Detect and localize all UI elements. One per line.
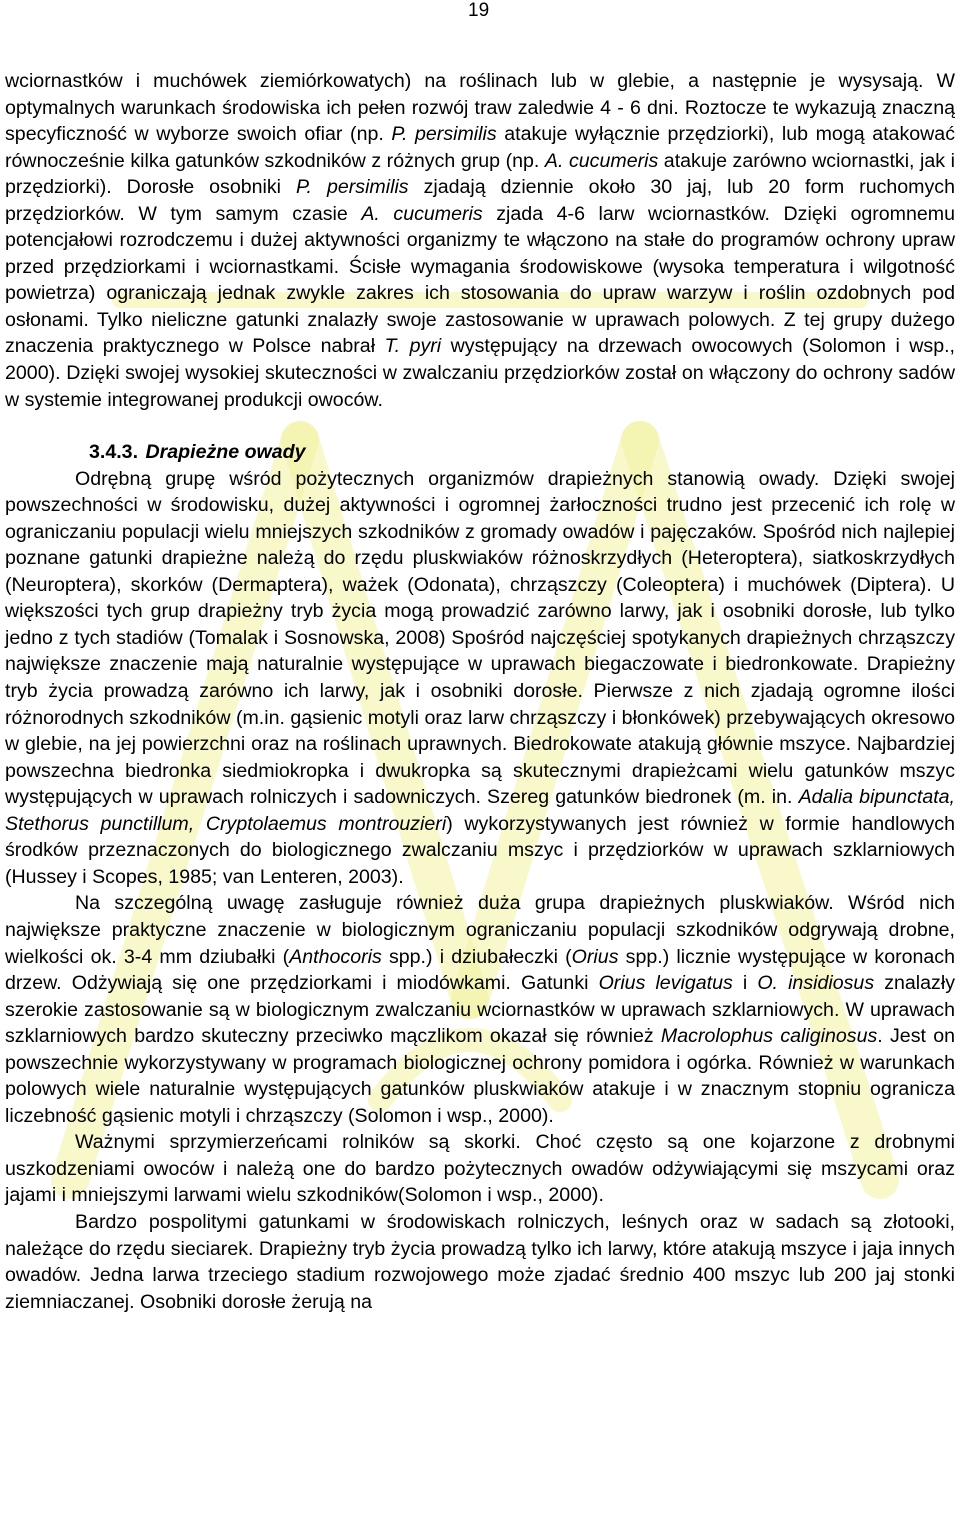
- species-name: Anthocoris: [289, 945, 382, 968]
- species-name: O. insidiosus: [757, 972, 875, 995]
- paragraph-true-bugs: [5, 890, 955, 1129]
- text-span: atakuje wyłącznie przędziorki), lub mogą atakować równocześnie kilka gatunków szkodników z różnych grup (np.: [5, 123, 955, 172]
- section-title: Drapieżne owady: [145, 441, 306, 464]
- section-number: 3.4.3.: [89, 441, 139, 464]
- text-span: atakuje zarówno wciornastki, jak i przędziorki). Dorosłe osobniki: [5, 149, 955, 199]
- text-span: wciornastków i muchówek ziemiórkowatych) na roślinach lub w glebie, a następnie je wysysają. W optymalnych warunkach środowiska ich pełen rozwój traw zaledwie 4 - 6 dni. Roztocze te wykazują znaczną specyficzność w wyborze swoich ofiar (np.: [5, 70, 955, 146]
- text-span: . Jest on powszechnie wykorzystywany w programach biologicznej ochrony pomidora i ogórka. Również w warunkach polowych wiele naturalnie występujących gatunków pluskwiaków atakuje i w znacznym stopniu ogranicza liczebność gąsienic motyli i chrząszczy (Solomon i wsp., 2000).: [5, 1025, 955, 1127]
- species-name: A. cucumeris: [544, 149, 659, 172]
- text-span: występujący na drzewach owocowych (Solomon i wsp., 2000). Dzięki swojej wysokiej skuteczności w zwalczaniu przędziorków został on włączony do ochrony sadów w systemie integrowanej produkcji owoców.: [5, 335, 955, 411]
- page-number: 19: [468, 0, 490, 21]
- species-name: Orius: [571, 945, 619, 968]
- species-name: T. pyri: [384, 335, 442, 358]
- text-span: spp.) i dziubałeczki (: [381, 945, 572, 968]
- text-span: Na szczególną uwagę zasługuje również duża grupa drapieżnych pluskwiaków. Wśród nich największe praktyczne znaczenie w biologicznym ograniczaniu populacji szkodników odgrywają drobne, wielkości ok. 3-4 mm dziubałki (: [5, 892, 955, 968]
- text-span: ) wykorzystywanych jest również w formie handlowych środków przeznaczonych do biologicznego zwalczaniu mszyc i przędziorków w uprawach szklarniowych (Hussey i Scopes, 1985; van Lenteren, 2003).: [5, 812, 955, 888]
- species-name: Orius levigatus: [598, 972, 733, 995]
- text-span: i: [732, 972, 758, 995]
- species-name: P. persimilis: [391, 123, 497, 146]
- species-name: A. cucumeris: [361, 202, 483, 225]
- species-name: Adalia bipunctata, Stethorus punctillum, Cryptolaemus montrouzieri: [5, 786, 955, 835]
- paragraph-earwigs: Ważnymi sprzymierzeńcami rolników są skorki. Choć często są one kojarzone z drobnymi uszkodzeniami owoców i należą one do bardzo pożytecznych owadów odżywiającymi się mszycami oraz jajami i mniejszymi larwami wielu szkodników(Solomon i wsp., 2000).: [5, 1131, 955, 1207]
- text-span: spp.) licznie występujące w koronach drzew. Odżywiają się one przędziorkami i miodówkami. Gatunki: [5, 945, 955, 995]
- text-span: Odrębną grupę wśród pożytecznych organizmów drapieżnych stanowią owady. Dzięki swojej powszechności w środowisku, dużej aktywności i ogromnej żarłoczności trudno jest przecenić ich rolę w ograniczaniu populacji wielu mniejszych szkodników z gromady owadów i pajęczaków. Spośród nich najlepiej poznane gatunki drapieżne należą do rzędu pluskwiaków różnoskrzydłych (Heteroptera), siatkoskrzydłych (Neuroptera), skorków (Dermaptera), ważek (Odonata), chrząszczy (Coleoptera) i muchówek (Diptera). U większości tych grup drapieżny tryb życia mogą prowadzić zarówno larwy, jak i osobniki dorosłe, lub tylko jedno z tych stadiów (Tomalak i Sosnowska, 2008) Spośród najczęściej spotykanych drapieżnych chrząszczy największe znaczenie mają naturalnie występujące w uprawach biegaczowate i biedronkowate. Drapieżny tryb życia prowadzą zarówno ich larwy, jak i osobniki dorosłe. Pierwsze z nich zjadają ogromne ilości różnorodnych szkodników (m.in. gąsienic motyli oraz larw chrząszczy i błonkówek) przebywających okresowo w glebie, na jej powierzchni oraz na roślinach uprawnych. Biedrokowate atakują głównie mszyce. Najbardziej powszechna biedronka siedmiokropka i dwukropka są skutecznymi drapieżcami wielu gatunków mszyc występujących w uprawach rolniczych i sadowniczych. Szereg gatunków biedronek (m. in.: [5, 467, 955, 809]
- paragraph-lacewings: Bardzo pospolitymi gatunkami w środowiskach rolniczych, leśnych oraz w sadach są złotooki, należące do rzędu sieciarek. Drapieżny tryb życia prowadzą tylko ich larwy, które atakują mszyce i jaja innych owadów. Jedna larwa trzeciego stadium rozwojowego może zjadać średnio 400 mszyc lub 200 jaj stonki ziemniaczanej. Osobniki dorosłe żerują na: [5, 1210, 955, 1313]
- section-heading: [5, 439, 955, 466]
- text-span: zjadają dziennie około 30 jaj, lub 20 form ruchomych przędziorków. W tym samym czasie: [5, 176, 955, 225]
- paragraph-predatory-insects: [5, 466, 955, 891]
- text-span: zjada 4-6 larw wciornastków. Dzięki ogromnemu potencjałowi rozrodczemu i dużej aktywności organizmy te włączono na stałe do programów ochrony upraw przed przędziorkami i wciornastkami. Ścisłe wymagania środowiskowe (wysoka temperatura i wilgotność powietrza) ograniczają jednak zwykle zakres ich stosowania do upraw warzyw i roślin ozdobnych pod osłonami. Tylko nieliczne gatunki znalazły swoje zastosowanie w uprawach polowych. Z tej grupy dużego znaczenia praktycznego w Polsce nabrał: [5, 202, 955, 358]
- paragraph-mites: [5, 0, 955, 413]
- text-span: znalazły szerokie zastosowanie są w biologicznym zwalczaniu wciornastków w uprawach szklarniowych. W uprawach szklarniowych bardzo skuteczny przeciwko mączlikom okazał się również: [5, 972, 955, 1048]
- species-name: P. persimilis: [296, 176, 409, 199]
- species-name: Macrolophus caliginosus: [660, 1025, 878, 1048]
